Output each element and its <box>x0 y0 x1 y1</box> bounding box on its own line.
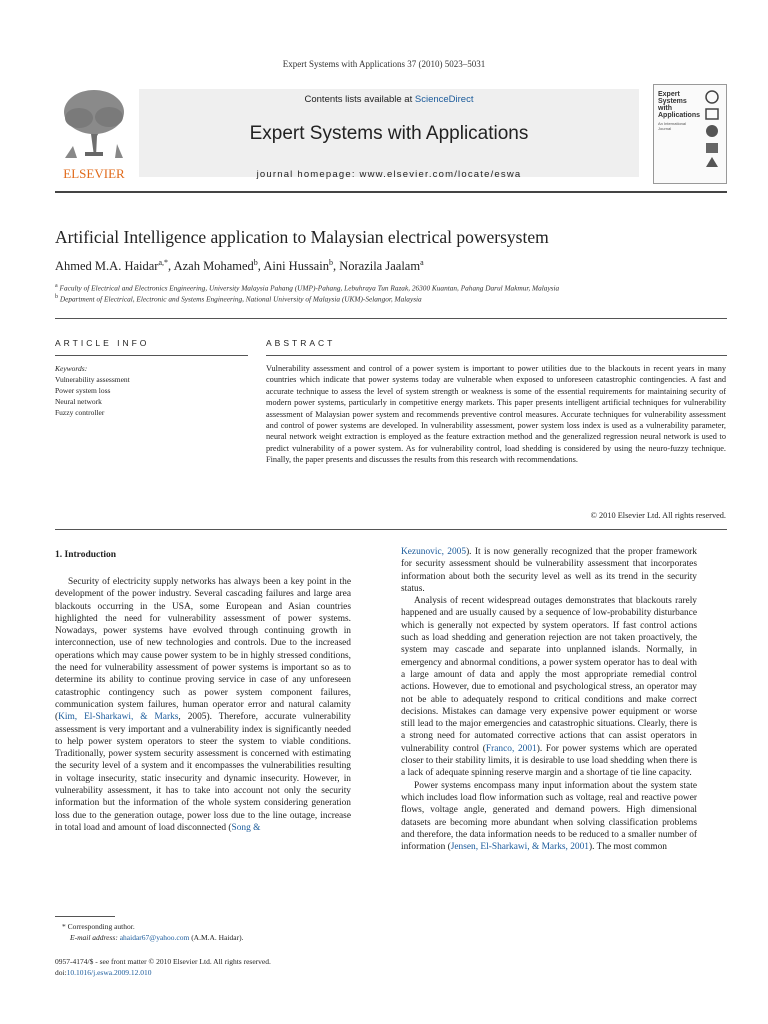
keyword-item: Vulnerability assessment <box>55 375 130 384</box>
author-list: Ahmed M.A. Haidar$^{a,*}$, Azah Mohamed$^b$, Aini Hussain$^b$, Norazila Jaalam$^a$ <box>55 258 424 274</box>
journal-citation-line: Expert Systems with Applications 37 (2010) 5023–5031 <box>282 59 486 69</box>
abstract-bottom-rule <box>55 529 727 530</box>
paragraph: Kezunovic, 2005). It is now generally recognized that the proper framework for security assessment should be vulnerability assessment that incorporates information about both the security level as well as its trend in the security status. <box>401 547 697 594</box>
affiliation-a: $^a$ Faculty of Electrical and Electronics Engineering, University Malaysia Pahang (UMP)-Pahang, Lebuhraya Tun Razak, 26300 Kuantan, Pahang Darul Makmur, Malaysia <box>55 283 560 293</box>
article-info-rule <box>55 355 248 356</box>
corresponding-author-note: * Corresponding author. <box>62 922 135 931</box>
contents-line: Contents lists available at ScienceDirect <box>304 94 474 105</box>
journal-homepage: journal homepage: www.elsevier.com/locate/eswa <box>256 169 522 180</box>
email-note: E-mail address: ahaidar67@yahoo.com (A.M.A. Haidar). <box>70 933 244 942</box>
keyword-item: Power system loss <box>55 386 111 395</box>
right-column <box>401 546 697 853</box>
footnote-rule <box>55 916 115 917</box>
journal-header <box>55 84 727 184</box>
author-3[interactable]: Aini Hussain <box>263 259 329 274</box>
article-info-label: ARTICLE INFO <box>55 338 150 348</box>
author-4[interactable]: Norazila Jaalam <box>339 259 421 274</box>
author-1[interactable]: Ahmed M.A. Haidar <box>55 259 159 274</box>
doi-line: doi:10.1016/j.eswa.2009.12.010 <box>55 968 152 977</box>
abstract-text: Vulnerability assessment and control of a power system is important to power utilities due to the blackouts in recent years in many countries which indicate that power systems today are vulnerable when exposed to unforeseen catastrophic contingencies. A fast and accurate technique to assess the level of system strength or weakness is some of the essential requirements for maintaining security of modern power systems, particularly in competitive energy markets. This paper presents intelligent artificial techniques for vulnerability assessment of Malaysian power system and recommends preventive control measures. Accurate techniques for vulnerability assessment and control of power systems are developed. In vulnerability assessment, power system loss index is used as a vulnerability parameter, neural network weight extraction is employed as the feature extraction method and the generalized regression neural network is used to predict vulnerability of a power system. As for vulnerability control, load shedding is considered by using the neuro-fuzzy technique. Finally, the paper presents and discusses the results from this research with recommendations. <box>266 364 726 465</box>
keyword-item: Fuzzy controller <box>55 408 105 417</box>
header-rule <box>55 191 727 193</box>
article-title: Artificial Intelligence application to Malaysian electrical powersystem <box>55 227 549 247</box>
cover-subtitle: An International Journal <box>658 121 687 131</box>
paragraph: Analysis of recent widespread outages demonstrates that blackouts rarely happened and are usually caused by a sequence of low-probability disturbance which is generally not expected by system operators. If fast control actions such as load shedding and generation rejection are not taken proactively, the system may cascade and separate into unplanned islands. Normally, in emergency and abnormal conditions, a power system operator has to deal with a large amount of data and apply the most appropriate remedial control actions. However, due to emotional and psychological stress, an operator may not be able to adequately respond to critical conditions and make correct decisions. Mistakes can damage very expensive power equipment or worse still lead to the major emergencies and catastrophic situations. Clearly, there is a strong need for automated corrective actions that can assist operators in vulnerability control (Franco, 2001). For power systems which are operated closer to their stability limits, it is desirable to use load shedding when there is a lack of adequate spinning reserve margin and a shortage of tie line capacity. <box>401 596 697 779</box>
paragraph: Security of electricity supply networks has always been a key point in the development of the power industry. Several cascading failures and large area blackouts occurring in the USA, some European and Asian countries highlighted the need for vulnerability assessment of power systems. Nowadays, power systems have evolved through continuing growth in interconnection, use of new technologies and controls. Due to the increased operations which may cause power system to be in highly stressed conditions, the need for vulnerability assessment of power systems is important so as to determine its ability to continue proving service in case of any unforeseen catastrophic contingency such as power system component failures, communication system failures, human operator error and natural calamity (Kim, El-Sharkawi, & Marks, 2005). Therefore, accurate vulnerability assessment is very important and a vulnerability index is significantly needed to help power system operators to steer the system to viable conditions. Traditionally, power system security assessment is concerned with estimating the security level of a system and it encompasses the vulnerabilities resulting in voltage insecurity, static insecurity and dynamic insecurity. However, in vulnerability assessment, it has to take into account not only the security information but the information of the whole system considering generation loss due to the generation outage, power loss due to the line outage, increase in total load and amount of load disconnected (Song & <box>55 577 351 833</box>
issn-line: 0957-4174/$ - see front matter © 2010 Elsevier Ltd. All rights reserved. <box>55 957 271 966</box>
paragraph: Power systems encompass many input information about the system state which includes load flow information such as voltage, real and reactive power flows, voltage angle, generated and demand powers. High dimensional datasets are becoming more abundant when solving classification problems and therefore, the data information needs to be reduced to a smaller number of information (Jensen, El-Sharkawi, & Marks, 2001). The most common <box>401 780 697 853</box>
cover-title: Expert Systems with Applications <box>658 91 701 119</box>
abstract-label: ABSTRACT <box>266 338 336 348</box>
citation-link[interactable]: Jensen, El-Sharkawi, & Marks, 2001 <box>450 842 589 853</box>
keyword-item: Neural network <box>55 397 102 406</box>
copyright-notice: © 2010 Elsevier Ltd. All rights reserved. <box>590 511 726 520</box>
affiliation-b: $^b$ Department of Electrical, Electronic and Systems Engineering, National University of Malaysia (UKM)-Selangor, Malaysia <box>55 294 422 304</box>
citation-link[interactable]: Franco, 2001 <box>485 743 537 754</box>
affiliation-rule <box>55 318 727 319</box>
elsevier-tree-logo <box>55 84 133 184</box>
cover-icons <box>702 89 722 179</box>
citation-link[interactable]: Kim, El-Sharkawi, & Marks <box>58 712 179 723</box>
citation-link[interactable]: Kezunovic, 2005 <box>401 547 467 557</box>
section-title-introduction: 1. Introduction <box>55 550 117 560</box>
left-column <box>55 576 351 834</box>
author-2[interactable]: Azah Mohamed <box>173 259 254 274</box>
keywords-label: Keywords: <box>55 364 88 373</box>
journal-band <box>139 89 639 180</box>
doi-link[interactable]: 10.1016/j.eswa.2009.12.010 <box>66 968 152 977</box>
abstract-rule <box>266 355 727 356</box>
citation-link[interactable]: Song & <box>231 822 261 833</box>
email-link[interactable]: ahaidar67@yahoo.com <box>119 933 190 942</box>
sciencedirect-link[interactable]: ScienceDirect <box>414 94 474 105</box>
journal-cover-thumbnail <box>653 84 727 184</box>
journal-title: Expert Systems with Applications <box>249 123 529 144</box>
publisher-name: ELSEVIER <box>63 166 125 181</box>
